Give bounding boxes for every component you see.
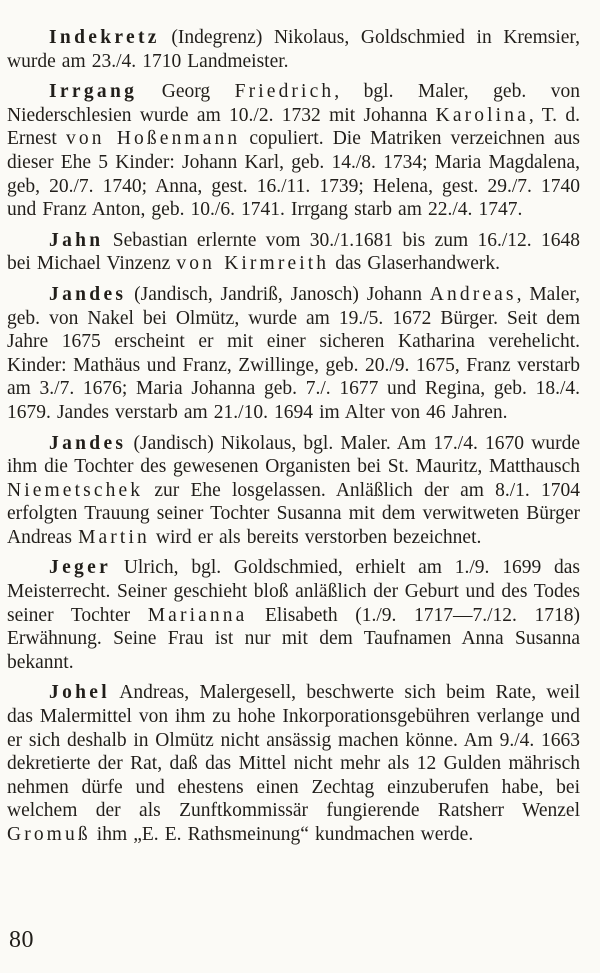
- entry-text: (Jandisch, Jandriß, Janosch) Johann: [126, 283, 430, 305]
- emphasized-name: von Hoßenmann: [65, 128, 241, 150]
- entry-headword: Jahn: [49, 229, 104, 251]
- emphasized-name: Gromuß: [7, 824, 91, 845]
- emphasized-name: Niemetschek: [7, 479, 144, 501]
- emphasized-name: Andreas: [429, 283, 517, 305]
- entry-text: das Glaserhandwerk.: [329, 253, 500, 275]
- entry-jahn: [7, 229, 580, 276]
- entry-text: Georg: [137, 81, 235, 103]
- entry-text: Sebastian erlernte vom 30./1.1681 bis zum 16./12. 1648 bei Michael Vinzenz: [7, 229, 580, 275]
- entry-text: (Jandisch) Nikolaus, bgl. Maler. Am 17./4. 1670 wurde ihm die Tochter des gewesenen Organisten bei St. Mauritz, Matthausch: [7, 432, 580, 478]
- entries-container: [7, 26, 580, 847]
- entry-text: copuliert. Die Matriken verzeichnen aus dieser Ehe 5 Kinder: Johann Karl, geb. 14./8. 1734; Maria Magdalena, geb, 20./7. 1740; Anna, gest. 16./11. 1739; Helena, gest. 29./7. 1740 und Franz Anton, geb. 10./6. 1741. Irrgang starb am 22./4. 1747.: [7, 128, 580, 221]
- entry-johel: [7, 681, 580, 846]
- entry-text: , bgl. Maler, geb. von Niederschlesien wurde am 10./2. 1732 mit Johanna: [7, 81, 581, 126]
- entry-jandes-nikolaus: [7, 432, 580, 550]
- emphasized-name: Karolina: [435, 104, 529, 126]
- entry-jandes-johann-andreas: [7, 283, 580, 425]
- entry-headword: Jandes: [49, 432, 127, 454]
- entry-text: , Maler, geb. von Nakel bei Olmütz, wurde am 19./5. 1672 Bürger. Seit dem Jahre 1675 erscheint er mit einer sicheren Katharina verehelicht. Kinder: Mathäus und Franz, Zwillinge, geb. 20./9. 1675, Franz verstarb am 3./7. 1676; Maria Johanna geb. 7./. 1677 und Regina, geb. 18./4. 1679. Jandes verstarb am 21./10. 1694 im Alter von 46 Jahren.: [7, 283, 580, 423]
- emphasized-name: Friedrich: [234, 81, 335, 103]
- entry-jeger: [7, 556, 580, 674]
- page-number: 80: [9, 927, 34, 953]
- entry-headword: Jeger: [49, 557, 112, 579]
- entry-headword: Jandes: [49, 283, 127, 305]
- entry-headword: Johel: [49, 682, 110, 704]
- entry-text: Ulrich, bgl. Goldschmied, erhielt am 1./9. 1699 das Meisterrecht. Seiner geschieht bloß anläßlich der Geburt und des Todes seiner Tochter: [7, 557, 580, 626]
- entry-text: Andreas, Malergesell, beschwerte sich beim Rate, weil das Malermittel von ihm zu hohe Inkorporationsgebühren verlange und er sich deshalb in Olmütz nicht ansässig machen könne. Am 9./4. 1663 dekretierte der Rat, daß das Mittel nicht mehr als 12 Gulden mährisch nehmen dürfe und ehestens einen Zechtag einzuberufen habe, bei welchem der als Zunftkommissär fungierende Ratsherr Wenzel: [7, 682, 580, 822]
- entry-text: zur Ehe losgelassen. Anläßlich der am 8./1. 1704 erfolgten Trauung seiner Tochter Susanna mit dem verwitweten Bürger Andreas: [7, 479, 580, 548]
- entry-irrgang: [7, 80, 580, 222]
- entry-headword: Indekretz: [49, 27, 160, 48]
- emphasized-name: von Kirmreith: [176, 253, 330, 275]
- emphasized-name: Marianna: [147, 604, 248, 626]
- entry-text: Elisabeth (1./9. 1717—7./12. 1718) Erwähnung. Seine Frau ist nur mit dem Taufnamen Anna Susanna bekannt.: [7, 604, 580, 673]
- entry-text: , T. d. Ernest: [7, 104, 580, 150]
- entry-text: wird er als bereits verstorben bezeichnet.: [149, 526, 482, 548]
- entry-headword: Irrgang: [49, 81, 138, 103]
- entry-indekretz: [7, 26, 580, 73]
- entry-text: (Indegrenz) Nikolaus, Goldschmied in Kremsier, wurde am 23./4. 1710 Landmeister.: [7, 27, 580, 72]
- emphasized-name: Martin: [78, 526, 150, 548]
- entry-text: ihm „E. E. Rathsmeinung“ kundmachen werde.: [90, 824, 474, 845]
